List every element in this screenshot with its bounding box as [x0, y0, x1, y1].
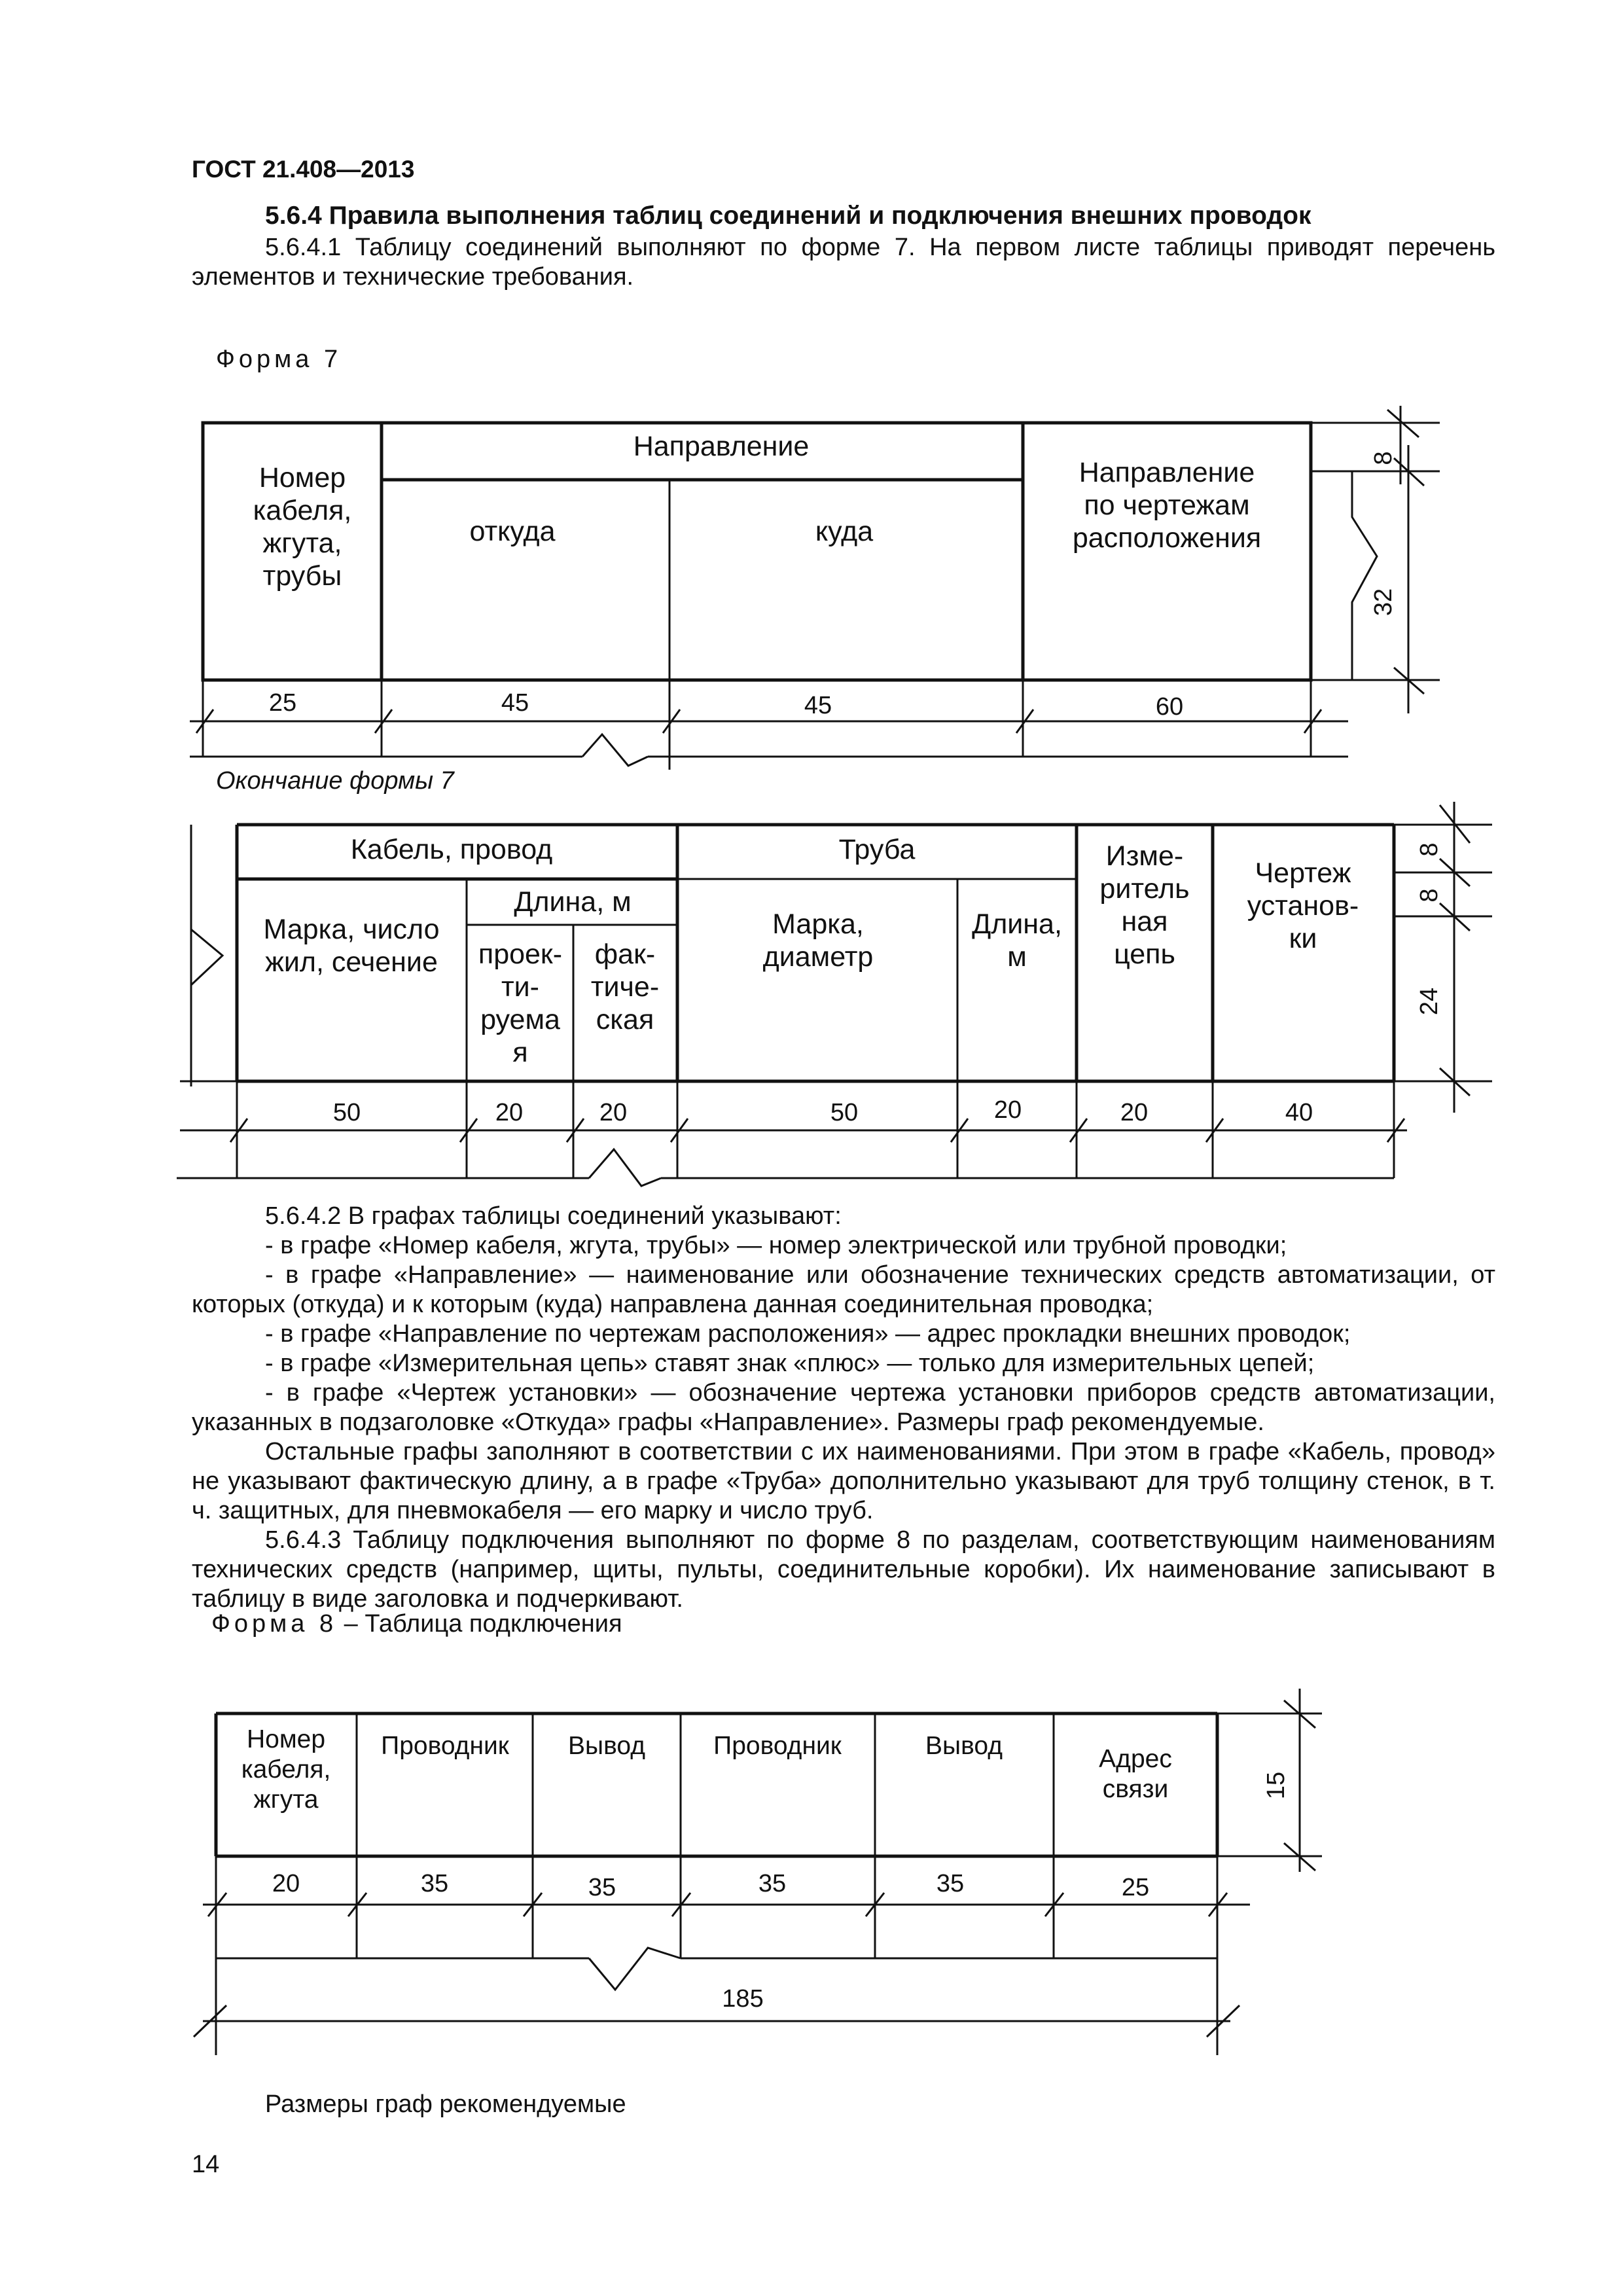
form7-layout-line2: по чертежам	[1084, 490, 1250, 521]
form7end-grade-line2: жил, сечение	[265, 946, 438, 978]
form7-width-3: 45	[804, 692, 832, 719]
form7end-dim-8a: 8	[1416, 842, 1443, 857]
form7-cable-line4: трубы	[262, 560, 342, 592]
form8-width-6: 25	[1121, 1874, 1150, 1901]
bullet-3: - в графе «Направление по чертежам расположения» — адрес прокладки внешних проводок;	[265, 1320, 1351, 1348]
form8-width-2: 35	[420, 1870, 449, 1897]
form7end-actual-line2: тиче-	[590, 971, 660, 1003]
form8-cable-line3: жгута	[253, 1785, 319, 1814]
form8-address-line1: Адрес	[1099, 1745, 1172, 1773]
form8-width-3: 35	[588, 1874, 616, 1901]
form7-cable-line2: кабеля,	[253, 495, 352, 526]
form7end-pipe-length-line1: Длина,	[972, 908, 1062, 940]
form7end-design-line4: я	[512, 1037, 528, 1068]
form7end-width-7: 40	[1285, 1099, 1313, 1126]
form7-width-1: 25	[268, 689, 297, 717]
note-recommended-sizes: Размеры граф рекомендуемые	[265, 2090, 626, 2118]
form7-width-4: 60	[1155, 693, 1184, 721]
form7end-width-3: 20	[599, 1099, 628, 1126]
form7end-pipe-length-line2: м	[1007, 941, 1027, 973]
bullet-4: - в графе «Измерительная цепь» ставят знак «плюс» — только для измерительных цепей;	[265, 1350, 1315, 1377]
form7end-design-line3: руема	[480, 1004, 560, 1035]
form7end-length-header: Длина, м	[514, 886, 632, 918]
form7-dim-32: 32	[1370, 588, 1397, 617]
form7end-dim-24: 24	[1416, 987, 1443, 1016]
form7end-width-6: 20	[1120, 1099, 1149, 1126]
form7end-drawing-line1: Чертеж	[1255, 857, 1351, 889]
form7end-design-line1: проек-	[478, 939, 563, 970]
form8-conductor2-header: Проводник	[713, 1732, 842, 1760]
form7end-measure-line3: ная	[1121, 906, 1168, 937]
form7end-pipe-grade-line1: Марка,	[772, 908, 864, 940]
form8-dim-15: 15	[1262, 1771, 1290, 1800]
form8-width-5: 35	[936, 1870, 965, 1897]
form7-direction-header: Направление	[633, 431, 810, 462]
form8-width-1: 20	[272, 1870, 300, 1897]
form7end-pipe-header: Труба	[838, 834, 916, 865]
form7-layout-line1: Направление	[1079, 457, 1255, 488]
form7-dim-8: 8	[1370, 451, 1397, 465]
bullet-1: - в графе «Номер кабеля, жгута, трубы» — номер электрической или трубной проводки;	[265, 1232, 1287, 1259]
section-title: 5.6.4 Правила выполнения таблиц соединений и подключения внешних проводок	[265, 202, 1311, 230]
form8-total-width: 185	[722, 1985, 764, 2013]
document-header: ГОСТ 21.408—2013	[192, 156, 415, 183]
paragraph-5641: 5.6.4.1 Таблицу соединений выполняют по форме 7. На первом листе таблицы приводят перечень элементов и технические требования.	[192, 234, 1495, 291]
paragraph-5643: 5.6.4.3 Таблицу подключения выполняют по форме 8 по разделам, соответствующим наименованиям технических средств (например, щиты, пульты, соединительные коробки). Их наименование записывают в таблицу в виде заголовка и подчеркивают.	[192, 1526, 1495, 1613]
form7end-actual-line3: ская	[596, 1004, 654, 1035]
form7end-width-1: 50	[332, 1099, 361, 1126]
form7-label: Форма 7	[216, 346, 342, 373]
form8-output1-header: Вывод	[568, 1732, 645, 1760]
form7end-cable-header: Кабель, провод	[350, 834, 553, 865]
form7end-measure-line2: ритель	[1099, 873, 1190, 905]
form7end-measure-line4: цепь	[1114, 939, 1175, 970]
form8-heading	[211, 1610, 622, 1638]
bullet-2: - в графе «Направление» — наименование или обозначение технических средств автоматизации, от которых (откуда) и к которым (куда) направлена данная соединительная проводка;	[192, 1261, 1495, 1318]
form8-cable-line2: кабеля,	[241, 1755, 331, 1784]
form7end-measure-line1: Изме-	[1105, 840, 1184, 872]
form8-conductor1-header: Проводник	[381, 1732, 509, 1760]
form8-title: – Таблица подключения	[337, 1610, 622, 1638]
form7-cable-line3: жгута,	[262, 528, 342, 559]
form8-cable-line1: Номер	[246, 1725, 326, 1753]
form7end-width-4: 50	[830, 1099, 859, 1126]
form8-output2-header: Вывод	[925, 1732, 1003, 1760]
form7-width-2: 45	[501, 689, 529, 717]
form7-cable-line1: Номер	[259, 462, 346, 493]
form7-from-header: откуда	[469, 516, 556, 547]
form7end-width-2: 20	[495, 1099, 524, 1126]
form7-to-header: куда	[815, 516, 874, 547]
bullet-5: - в графе «Чертеж установки» — обозначение чертежа установки приборов средств автоматизации, указанных в подзаголовке «Откуда» графы «Направление». Размеры граф рекомендуемые.	[192, 1379, 1495, 1436]
form7end-drawing-line3: ки	[1289, 923, 1317, 954]
form7end-pipe-grade-line2: диаметр	[762, 941, 874, 973]
form7end-actual-line1: фак-	[594, 939, 656, 970]
form7-end-caption: Окончание формы 7	[216, 767, 454, 795]
form7end-design-line2: ти-	[501, 971, 540, 1003]
paragraph-5642: 5.6.4.2 В графах таблицы соединений указывают:	[265, 1202, 842, 1230]
form7end-width-5: 20	[993, 1096, 1022, 1124]
form7end-drawing-line2: установ-	[1247, 890, 1359, 922]
form7end-dim-8b: 8	[1416, 888, 1443, 903]
paragraph-rest: Остальные графы заполняют в соответствии с их наименованиями. При этом в графе «Кабель, провод» не указывают фактическую длину, а в графе «Труба» дополнительно указывают для труб толщину стенок, в т. ч. защитных, для пневмокабеля — его марку и число труб.	[192, 1438, 1495, 1524]
form7-layout-line3: расположения	[1072, 522, 1262, 554]
form8-label: Форма 8	[211, 1610, 338, 1638]
form8-width-4: 35	[758, 1870, 787, 1897]
page-number: 14	[192, 2151, 220, 2178]
form7end-grade-line1: Марка, число	[263, 914, 440, 945]
form8-address-line2: связи	[1102, 1775, 1169, 1803]
